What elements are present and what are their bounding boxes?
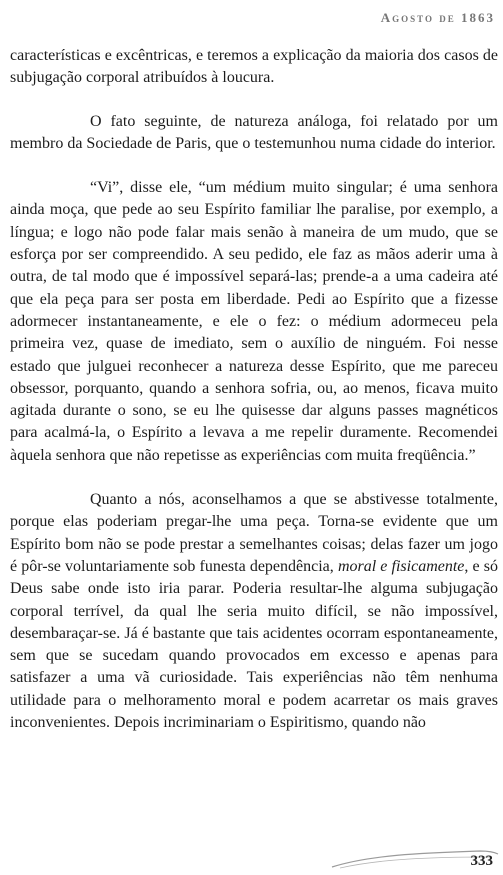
- page-body: [10, 45, 498, 734]
- paragraph-sociedade-de-paris: O fato seguinte, de natureza análoga, foi relatado por um membro da Sociedade de Paris, que o testemunhou numa cidade do interior.: [10, 112, 498, 152]
- paragraph-medium-quote: “Vi”, disse ele, “um médium muito singular; é uma senhora ainda moça, que pede ao seu Espírito familiar lhe paralise, por exemplo, a língua; e logo não pode falar mais senão à maneira de um mudo, que se esforça por ser compreendido. A seu pedido, ele faz as mãos aderir uma à outra, de tal modo que é impossível separá-las; prende-a a uma cadeira até que ela peça para ser posta em liberdade. Pedi ao Espírito que a fizesse adormecer instantaneamente, e ele o fez: o médium adormeceu pela primeira vez, quase de imediato, sem o auxílio de ninguém. Foi nesse estado que julguei reconhecer a natureza desse Espírito, que me pareceu obsessor, porquanto, quando a senhora sofria, ou, ao menos, ficava muito agitada durante o sono, se eu lhe quisesse dar alguns passes magnéticos para acalmá-la, o Espírito a levava a me repelir duramente. Recomendei àquela senhora que não repetisse as experiências com muita freqüência.”: [10, 179, 498, 464]
- advice-text-end: , e só Deus sabe onde isto iria parar. Poderia resultar-lhe alguma subjugação corporal terrível, da qual lhe seria muito difícil, se não impossível, desembaraçar-se. Já é bastante que tais acidentes ocorram espontaneamente, sem que se sucedam quando provocados em excesso e apenas para satisfazer a uma vã curiosidade. Tais experiências não têm nenhuma utilidade para o melhoramento moral e podem acarretar os mais graves inconvenientes. Depois incriminariam o Espiritismo, quando não: [10, 557, 499, 732]
- page-number: 333: [470, 853, 493, 869]
- paragraph-advice: [10, 489, 498, 734]
- advice-italic-phrase: moral e fisicamente: [337, 557, 465, 575]
- running-head: Agosto de 1863: [380, 10, 495, 25]
- paragraph-continuation: características e excêntricas, e teremos a explicação da maioria dos casos de subjugação corporal atribuídos à loucura.: [10, 47, 498, 87]
- advice-text-start: Quanto a nós, aconselhamos a que se abstivesse totalmente, porque elas poderiam pregar-lhe uma peça. Torna-se evidente que um Espírito bom não se pode prestar a semelhantes coisas; delas fazer um jogo é pôr-se voluntariamente sob funesta dependência,: [10, 491, 498, 575]
